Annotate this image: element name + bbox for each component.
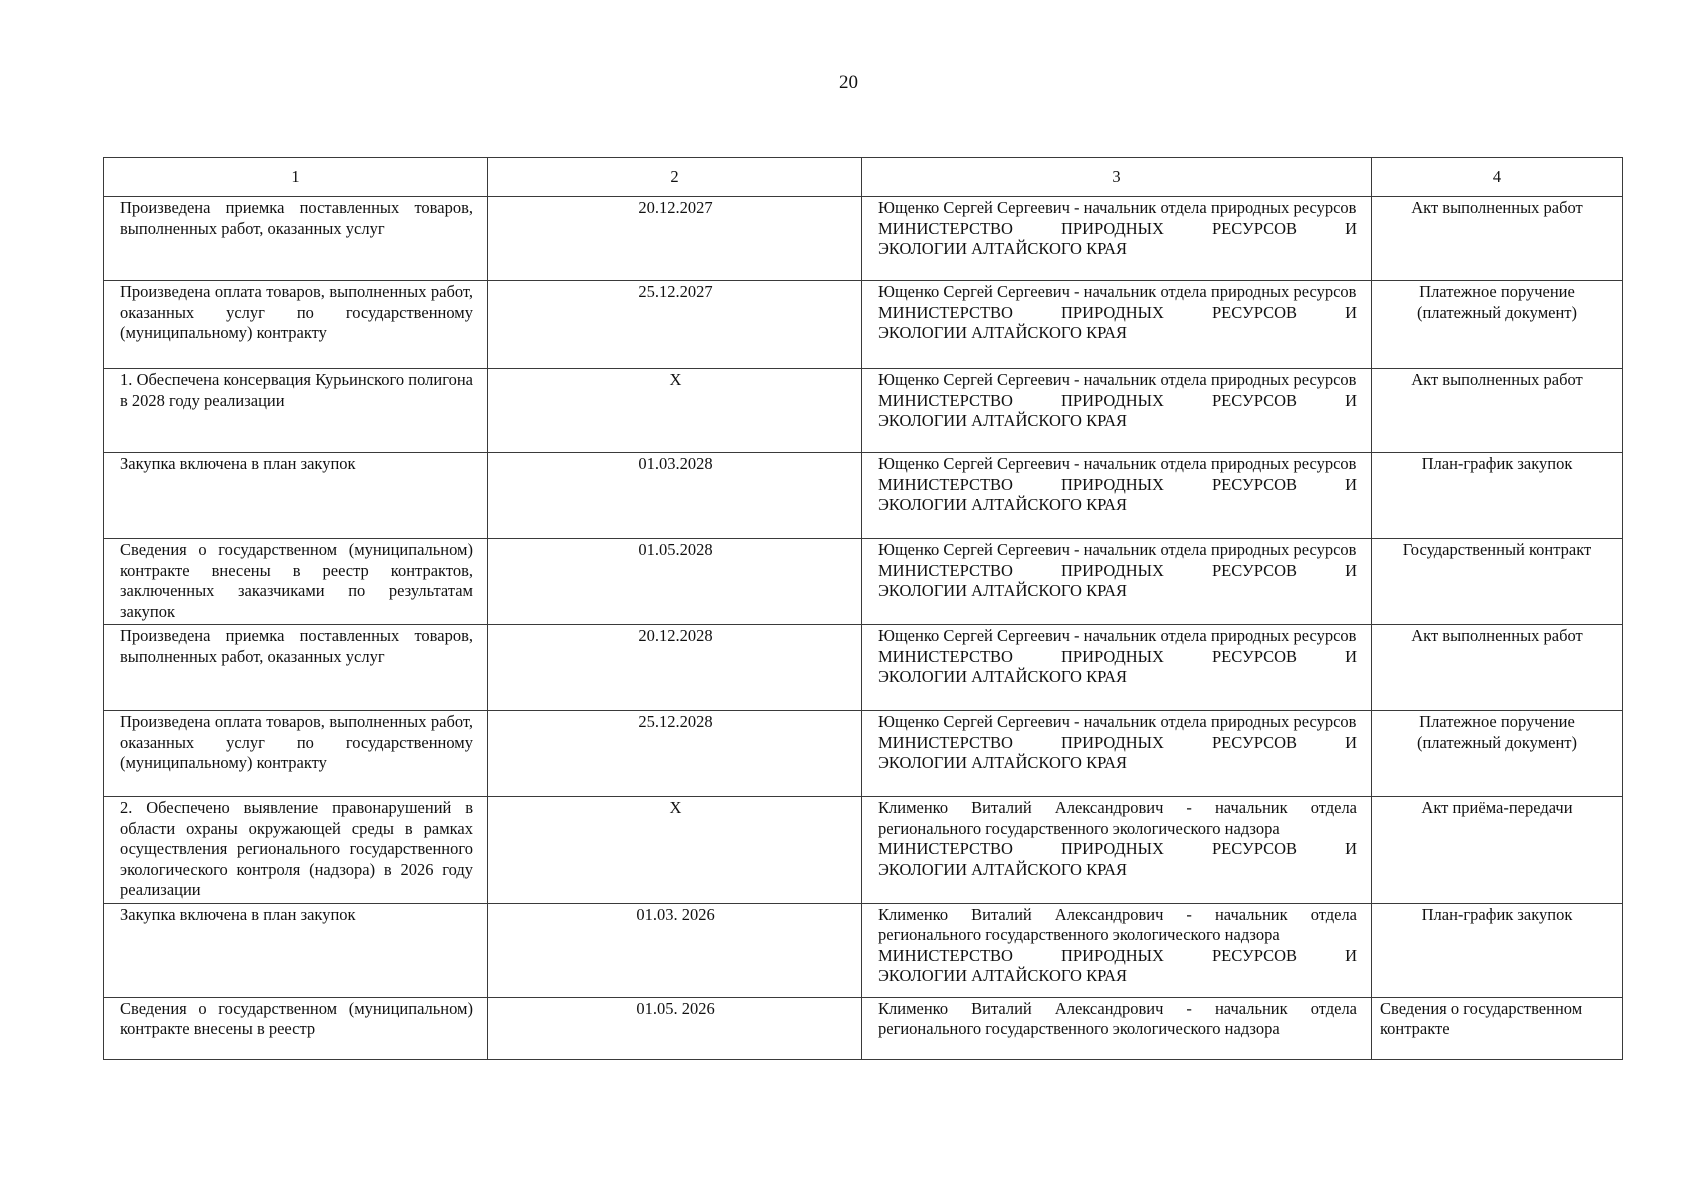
ministry-name-line1: МИНИСТЕРСТВО ПРИРОДНЫХ РЕСУРСОВ И [878,945,1357,965]
date-cell: 20.12.2028 [488,625,862,711]
responsible-cell [862,197,1372,281]
table-row [104,903,1623,997]
responsible-cell [862,903,1372,997]
ministry-name-line1: МИНИСТЕРСТВО ПРИРОДНЫХ РЕСУРСОВ И [878,390,1357,410]
responsible-person: Ющенко Сергей Сергеевич - начальник отдела природных ресурсов [878,198,1357,217]
ministry-name-line2: ЭКОЛОГИИ АЛТАЙСКОГО КРАЯ [878,966,1128,985]
date-cell: 01.05. 2026 [488,997,862,1059]
event-cell: Сведения о государственном (муниципальном) контракте внесены в реестр [104,997,488,1059]
table-row [104,453,1623,539]
responsible-cell [862,997,1372,1059]
event-cell: Произведена оплата товаров, выполненных работ, оказанных услуг по государственному (муниципальному) контракту [104,281,488,369]
table-row [104,539,1623,625]
ministry-name-line1: МИНИСТЕРСТВО ПРИРОДНЫХ РЕСУРСОВ И [878,302,1357,322]
ministry-name-line1: МИНИСТЕРСТВО ПРИРОДНЫХ РЕСУРСОВ И [878,560,1357,580]
table-row [104,711,1623,797]
responsible-person: Клименко Виталий Александрович - начальник отдела регионального государственного экологического надзора [878,998,1357,1038]
event-cell: Закупка включена в план закупок [104,453,488,539]
ministry-name-line2: ЭКОЛОГИИ АЛТАЙСКОГО КРАЯ [878,239,1128,258]
table-row [104,997,1623,1059]
column-header-1: 1 [104,158,488,197]
document-cell: Платежное поручение (платежный документ) [1372,711,1623,797]
document-cell: Сведения о государственном контракте [1372,997,1623,1059]
ministry-name-line2: ЭКОЛОГИИ АЛТАЙСКОГО КРАЯ [878,495,1128,514]
event-cell: Сведения о государственном (муниципальном) контракте внесены в реестр контрактов, заключенных заказчиками по результатам закупок [104,539,488,625]
ministry-name-line1: МИНИСТЕРСТВО ПРИРОДНЫХ РЕСУРСОВ И [878,218,1357,238]
date-cell: 01.03.2028 [488,453,862,539]
ministry-name-line1: МИНИСТЕРСТВО ПРИРОДНЫХ РЕСУРСОВ И [878,732,1357,752]
date-cell: X [488,797,862,904]
date-cell: 01.05.2028 [488,539,862,625]
column-header-3: 3 [862,158,1372,197]
event-cell: Произведена приемка поставленных товаров, выполненных работ, оказанных услуг [104,197,488,281]
column-header-2: 2 [488,158,862,197]
table-row [104,797,1623,904]
ministry-name-line2: ЭКОЛОГИИ АЛТАЙСКОГО КРАЯ [878,581,1128,600]
document-cell: План-график закупок [1372,453,1623,539]
document-cell: Платежное поручение (платежный документ) [1372,281,1623,369]
ministry-name-line2: ЭКОЛОГИИ АЛТАЙСКОГО КРАЯ [878,323,1128,342]
responsible-person: Ющенко Сергей Сергеевич - начальник отдела природных ресурсов [878,540,1357,559]
responsible-person: Ющенко Сергей Сергеевич - начальник отдела природных ресурсов [878,370,1357,389]
responsible-person: Ющенко Сергей Сергеевич - начальник отдела природных ресурсов [878,282,1357,301]
table-row [104,197,1623,281]
responsible-person: Ющенко Сергей Сергеевич - начальник отдела природных ресурсов [878,626,1357,645]
responsible-cell [862,281,1372,369]
responsible-person: Клименко Виталий Александрович - начальник отдела регионального государственного экологического надзора [878,904,1357,944]
responsible-person: Ющенко Сергей Сергеевич - начальник отдела природных ресурсов [878,712,1357,731]
page-number: 20 [839,72,858,93]
ministry-name-line1: МИНИСТЕРСТВО ПРИРОДНЫХ РЕСУРСОВ И [878,474,1357,494]
ministry-name-line1: МИНИСТЕРСТВО ПРИРОДНЫХ РЕСУРСОВ И [878,839,1357,858]
responsible-cell [862,369,1372,453]
ministry-name-line2: ЭКОЛОГИИ АЛТАЙСКОГО КРАЯ [878,667,1128,686]
responsible-cell [862,453,1372,539]
responsible-person: Ющенко Сергей Сергеевич - начальник отдела природных ресурсов [878,454,1357,473]
date-cell: X [488,369,862,453]
document-cell: Акт выполненных работ [1372,197,1623,281]
responsible-cell [862,797,1372,904]
date-cell: 01.03. 2026 [488,903,862,997]
event-cell: Произведена приемка поставленных товаров, выполненных работ, оказанных услуг [104,625,488,711]
date-cell: 20.12.2027 [488,197,862,281]
event-cell: 2. Обеспечено выявление правонарушений в области охраны окружающей среды в рамках осуществления регионального государственного экологического контроля (надзора) в 2026 году реализации [104,797,488,904]
ministry-name-line2: ЭКОЛОГИИ АЛТАЙСКОГО КРАЯ [878,753,1128,772]
ministry-name-line2: ЭКОЛОГИИ АЛТАЙСКОГО КРАЯ [878,411,1128,430]
responsible-cell [862,625,1372,711]
ministry-name-line2: ЭКОЛОГИИ АЛТАЙСКОГО КРАЯ [878,859,1128,879]
responsible-cell [862,539,1372,625]
document-cell: План-график закупок [1372,903,1623,997]
event-cell: Произведена оплата товаров, выполненных работ, оказанных услуг по государственному (муниципальному) контракту [104,711,488,797]
table-row [104,625,1623,711]
table-header-row [104,158,1623,197]
date-cell: 25.12.2028 [488,711,862,797]
plan-table [103,157,1623,1060]
table-row [104,281,1623,369]
event-cell: Закупка включена в план закупок [104,903,488,997]
date-cell: 25.12.2027 [488,281,862,369]
document-cell: Акт приёма-передачи [1372,797,1623,904]
responsible-cell [862,711,1372,797]
document-cell: Акт выполненных работ [1372,625,1623,711]
responsible-person: Клименко Виталий Александрович - начальник отдела регионального государственного экологического надзора [878,798,1357,838]
ministry-name-line1: МИНИСТЕРСТВО ПРИРОДНЫХ РЕСУРСОВ И [878,646,1357,666]
table-row [104,369,1623,453]
event-cell: 1. Обеспечена консервация Курьинского полигона в 2028 году реализации [104,369,488,453]
document-cell: Акт выполненных работ [1372,369,1623,453]
column-header-4: 4 [1372,158,1623,197]
document-cell: Государственный контракт [1372,539,1623,625]
